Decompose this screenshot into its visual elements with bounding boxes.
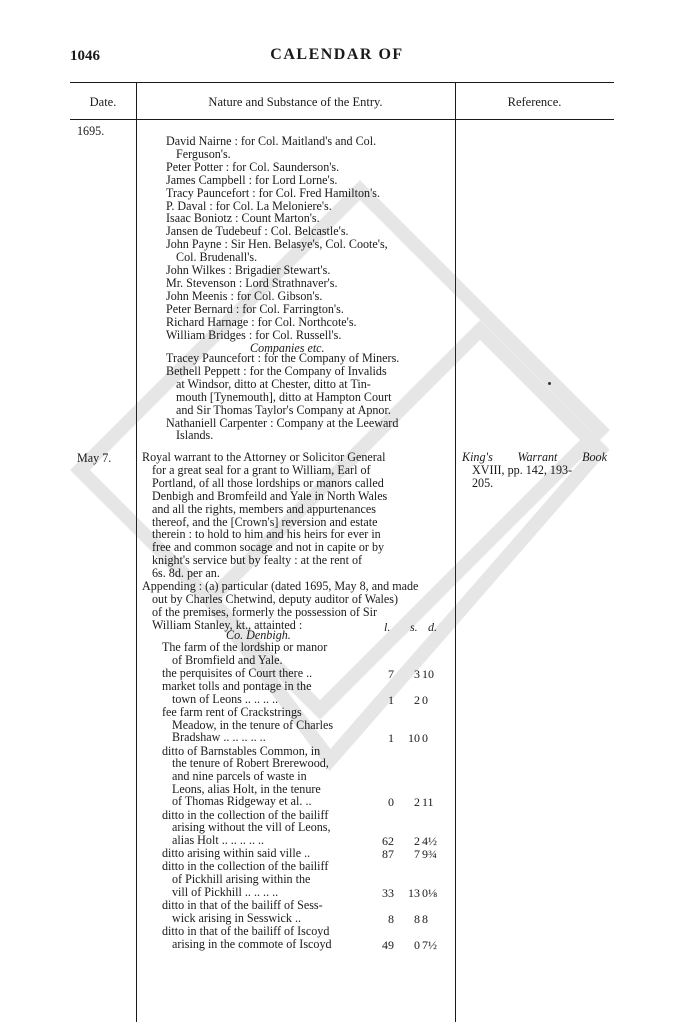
warrant-line: Royal warrant to the Attorney or Solicitor General <box>142 450 386 464</box>
warrant-line: therein : to hold to him and his heirs for ever in <box>152 527 381 542</box>
year-label: 1695. <box>77 124 105 138</box>
particular-line: and nine parcels of waste in <box>172 769 307 783</box>
table-top-rule <box>70 82 614 83</box>
particular-line: ditto in that of the bailiff of Iscoyd <box>162 923 330 938</box>
amount-pence: 11 <box>422 795 434 810</box>
regiment-line: Peter Potter : for Col. Saunderson's. <box>166 159 340 174</box>
regiment-line: Jansen de Tudebeuf : Col. Belcastle's. <box>166 224 349 239</box>
regiment-line: Mr. Stevenson : Lord Strathnaver's. <box>166 275 338 290</box>
reference-book-word-2: Book <box>582 450 607 464</box>
particular-line: wick arising in Sesswick .. <box>172 910 301 925</box>
company-line: and Sir Thomas Taylor's Company at Apnor. <box>176 402 391 417</box>
column-header-reference: Reference. <box>507 95 562 109</box>
amount-shillings: 2 <box>414 692 420 707</box>
company-line: at Windsor, ditto at Chester, ditto at Tin- <box>176 376 371 391</box>
regiment-line: Tracy Pauncefort : for Col. Fred Hamilton's. <box>166 185 381 200</box>
amount-pence: 0 <box>422 731 428 746</box>
regiment-line: John Meenis : for Col. Gibson's. <box>166 288 323 303</box>
amount-shillings: 8 <box>414 911 420 926</box>
particular-line: ditto of Barnstables Common, in <box>162 743 321 758</box>
warrant-line: Portland, of all those lordships or manors called <box>152 475 384 490</box>
particular-line: Leons, alias Holt, in the tenure <box>172 781 321 796</box>
reference-book-word: King's <box>462 450 493 464</box>
amount-pounds: 33 <box>382 885 394 900</box>
warrant-line: and all the rights, members and appurtenances <box>152 501 376 516</box>
particular-line: of Thomas Ridgeway et al. .. <box>172 794 312 809</box>
amount-pounds: 8 <box>388 911 394 926</box>
amount-pounds: 87 <box>382 847 394 862</box>
amount-shillings: 0 <box>414 937 420 952</box>
table-header-rule <box>70 119 614 120</box>
particular-line: of Pickhill arising within the <box>172 872 311 887</box>
regiment-line: Peter Bernard : for Col. Farrington's. <box>166 301 344 316</box>
amount-pence: 4½ <box>422 834 437 848</box>
money-head-pounds: l. <box>384 620 391 634</box>
amount-pence: 9¾ <box>422 847 437 862</box>
column-divider-date <box>136 82 137 1022</box>
amount-shillings: 2 <box>414 795 420 810</box>
warrant-line: 6s. 8d. per an. <box>152 566 220 581</box>
reference-detail: XVIII, pp. 142, 193- <box>472 463 573 477</box>
warrant-line: thereof, and the [Crown's] reversion and estate <box>152 514 378 529</box>
particular-line: arising without the vill of Leons, <box>172 820 331 835</box>
particular-line: town of Leons .. .. .. .. <box>172 691 279 706</box>
particular-line: Meadow, in the tenure of Charles <box>172 717 334 732</box>
amount-pence: 0⅛ <box>422 885 437 900</box>
appending-line: Appending : (a) particular (dated 1695, May 8, and made <box>142 579 419 593</box>
company-line: Bethell Peppett : for the Company of Invalids <box>166 363 387 378</box>
particular-line: market tolls and pontage in the <box>162 679 312 694</box>
regiment-line: John Wilkes : Brigadier Stewart's. <box>166 263 331 277</box>
regiment-line: Isaac Boniotz : Count Marton's. <box>166 211 320 226</box>
money-head-pence: d. <box>428 620 437 634</box>
column-header-date: Date. <box>89 95 117 109</box>
particular-line: fee farm rent of Crackstrings <box>162 705 302 719</box>
warrant-line: knight's service but by fealty : at the rent of <box>152 553 363 568</box>
regiment-line: James Campbell : for Lord Lorne's. <box>166 172 338 187</box>
county-heading: Co. Denbigh. <box>226 628 291 642</box>
reference-detail-2: 205. <box>472 476 494 490</box>
regiment-line: Richard Harnage : for Col. Northcote's. <box>166 314 357 329</box>
amount-pounds: 62 <box>382 834 394 848</box>
particular-line: Bradshaw .. .. .. .. .. <box>172 730 266 745</box>
company-line: mouth [Tynemouth], ditto at Hampton Court <box>176 389 392 404</box>
amount-shillings: 13 <box>408 885 420 900</box>
appending-line: of the premises, formerly the possession of Sir <box>152 604 378 619</box>
regiment-line: Ferguson's. <box>176 146 231 161</box>
particular-line: the tenure of Robert Brerewood, <box>172 756 329 771</box>
particular-line: the perquisites of Court there .. <box>162 665 313 680</box>
particular-line: ditto in that of the bailiff of Sess- <box>162 898 323 912</box>
stray-mark <box>548 382 551 385</box>
amount-pence: 8 <box>422 911 428 926</box>
particular-line: The farm of the lordship or manor <box>162 640 328 654</box>
amount-shillings: 2 <box>414 834 420 848</box>
particular-line: ditto in the collection of the bailiff <box>162 859 329 874</box>
amount-pounds: 7 <box>388 666 394 681</box>
amount-pounds: 49 <box>382 937 394 952</box>
page-number: 1046 <box>70 48 100 64</box>
entry-date: May 7. <box>77 451 112 465</box>
amount-shillings: 7 <box>414 847 420 862</box>
regiment-line: Col. Brudenall's. <box>176 250 258 265</box>
company-line: Nathaniell Carpenter : Company at the Leeward <box>166 415 399 430</box>
warrant-line: Denbigh and Bromfeild and Yale in North Wales <box>152 488 388 503</box>
companies-heading: Companies etc. <box>250 341 325 355</box>
company-line: Islands. <box>176 428 214 443</box>
particular-line: vill of Pickhill .. .. .. .. <box>172 884 279 899</box>
particular-line: arising in the commote of Iscoyd <box>172 936 332 951</box>
regiment-line: William Bridges : for Col. Russell's. <box>166 327 342 342</box>
column-divider-reference <box>455 82 456 1022</box>
warrant-line: for a great seal for a grant to William, Earl of <box>152 462 371 477</box>
company-line: Tracey Pauncefort : for the Company of Miners. <box>166 351 400 365</box>
particular-line: ditto in the collection of the bailiff <box>162 807 329 822</box>
warrant-reference <box>462 451 607 490</box>
regiment-line: David Nairne : for Col. Maitland's and Col. <box>166 134 377 148</box>
regiment-line: John Payne : Sir Hen. Belasye's, Col. Coote's, <box>166 237 388 252</box>
running-title: CALENDAR OF <box>270 46 404 63</box>
amount-shillings: 10 <box>408 731 420 746</box>
amount-pounds: 0 <box>388 795 394 810</box>
amount-pounds: 1 <box>388 731 394 746</box>
appending-line: out by Charles Chetwind, deputy auditor of Wales) <box>152 591 399 606</box>
particular-line: of Bromfield and Yale. <box>172 652 283 667</box>
amount-pounds: 1 <box>388 692 394 707</box>
column-header-nature: Nature and Substance of the Entry. <box>208 95 383 109</box>
amount-pence: 0 <box>422 692 428 707</box>
particular-line: alias Holt .. .. .. .. .. <box>172 833 265 847</box>
amount-pence: 7½ <box>422 937 437 952</box>
appending-line: William Stanley, kt., attainted : <box>152 617 303 632</box>
particular-line: ditto arising within said ville .. <box>162 846 311 861</box>
reference-warrant-word: Warrant <box>517 450 558 464</box>
money-head-shillings: s. <box>410 620 418 634</box>
regiment-line: P. Daval : for Col. La Meloniere's. <box>166 198 332 213</box>
amount-shillings: 3 <box>414 666 420 681</box>
warrant-line: free and common socage and not in capite or by <box>152 540 385 555</box>
amount-pence: 10 <box>422 666 434 681</box>
